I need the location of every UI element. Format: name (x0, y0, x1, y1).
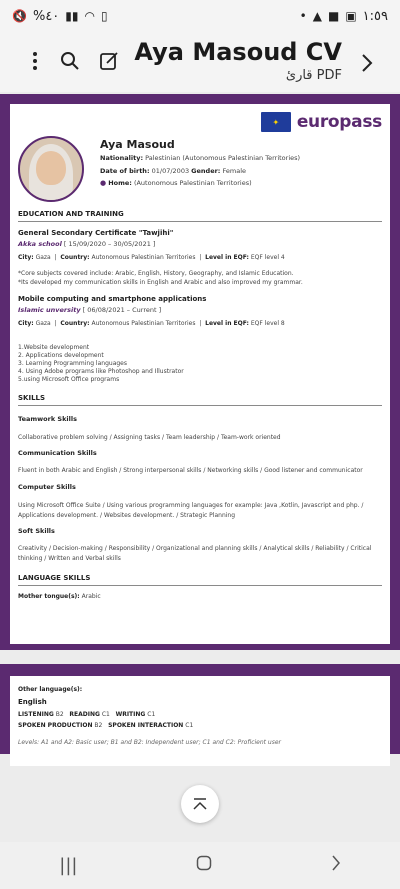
skill-group-heading: Soft Skills (18, 527, 55, 535)
system-nav-bar (0, 842, 400, 889)
skill-group-text: Using Microsoft Office Suite / Using various programming languages for example: Java ,Kotlin, Javascript and php. / Applications development. / Websites development. / Strategic Planning (18, 502, 364, 519)
dob-gender-line: Date of birth: 01/07/2003 Gender: Female (100, 167, 247, 175)
back-icon[interactable] (331, 855, 341, 876)
status-bar (0, 0, 400, 32)
home-icon[interactable] (196, 855, 212, 876)
other-languages-label: Other language(s): (18, 686, 83, 693)
chevron-up-icon (192, 798, 208, 810)
language-spoken-line: SPOKEN PRODUCTION B2 SPOKEN INTERACTION C1 (18, 722, 194, 729)
chevron-right-icon[interactable] (354, 50, 380, 76)
edit-icon[interactable] (96, 48, 122, 74)
list-item: 4. Using Adobe programs like Photoshop and Illustrator (18, 368, 184, 375)
education-entry-title: General Secondary Certificate "Tawjihi" (18, 229, 174, 237)
education-entry-title: Mobile computing and smartphone applications (18, 295, 207, 303)
pdf-page-1[interactable] (10, 104, 390, 644)
home-line: ● Home: (Autonomous Palestinian Territories) (100, 179, 252, 187)
levels-note: Levels: A1 and A2: Basic user; B1 and B2: Independent user; C1 and C2: Proficient user (18, 739, 282, 746)
more-vert-icon[interactable] (22, 48, 48, 74)
language-levels-line: LISTENING B2 READING C1 WRITING C1 (18, 711, 156, 718)
pdf-page-2[interactable] (10, 676, 390, 766)
search-icon[interactable] (57, 48, 83, 74)
skill-group-heading: Teamwork Skills (18, 415, 77, 423)
document-title: Aya Masoud CV (134, 38, 342, 66)
eu-flag-icon: ✦ (261, 112, 291, 132)
education-note: *Core subjects covered include: Arabic, English, History, Geography, and Islamic Education. (18, 270, 294, 277)
language-section-title: LANGUAGE SKILLS (18, 574, 382, 586)
mute-icon: 🔇 (12, 9, 27, 23)
nationality-line: Nationality: Palestinian (Autonomous Palestinian Territories) (100, 154, 301, 162)
status-left (12, 9, 108, 24)
notification-icon: ■ (327, 9, 340, 23)
skill-group-text: Creativity / Decision-making / Responsibility / Organizational and planning skills / Analytical skills / Reliability / Critical thinking / Written and Verbal skills (18, 545, 372, 562)
avatar (18, 136, 84, 202)
battery-percent: %٤٠ (32, 8, 60, 24)
skills-section-title: SKILLS (18, 394, 382, 406)
europass-logo: ✦ europass (261, 112, 382, 132)
education-entry-meta: City: Gaza | Country: Autonomous Palestinian Territories | Level in EQF: EQF level 8 (18, 320, 285, 327)
wifi-icon: ◠ (84, 9, 95, 23)
education-entry-org: Akka school [ 15/09/2020 – 30/05/2021 ] (18, 240, 156, 248)
list-item: 5.using Microsoft Office programs (18, 376, 120, 383)
app-subtitle: قارئ PDF (285, 68, 342, 83)
skill-group-heading: Communication Skills (18, 449, 97, 457)
scroll-to-top-button[interactable] (181, 785, 219, 823)
clock: ١:٥٩ (362, 8, 388, 24)
skill-group-text: Collaborative problem solving / Assigning tasks / Team leadership / Team-work oriented (18, 434, 281, 441)
other-language-name: English (18, 698, 47, 706)
skill-group-text: Fluent in both Arabic and English / Strong interpersonal skills / Networking skills / Good listener and communicator (18, 467, 363, 474)
education-entry-meta: City: Gaza | Country: Autonomous Palestinian Territories | Level in EQF: EQF level 4 (18, 254, 285, 261)
person-name: Aya Masoud (100, 138, 175, 151)
battery-icon: ▯ (100, 9, 108, 23)
list-item: 3. Learning Programming languages (18, 360, 127, 367)
location-pin-icon: ● (100, 179, 107, 187)
status-right (300, 9, 388, 24)
education-entry-org: Islamic unversity [ 06/08/2021 – Current ] (18, 306, 162, 314)
warning-icon: ▲ (312, 9, 322, 23)
dot-icon: • (299, 9, 307, 23)
list-item: 2. Applications development (18, 352, 104, 359)
skill-group-heading: Computer Skills (18, 483, 76, 491)
recents-icon[interactable]: ||| (59, 855, 78, 876)
mother-tongue-line: Mother tongue(s): Arabic (18, 593, 101, 600)
education-note: *Its developed my communication skills in English and Arabic and also improved my grammar. (18, 279, 303, 286)
gallery-icon: ▣ (345, 9, 357, 23)
list-item: 1.Website development (18, 344, 90, 351)
app-bar (0, 32, 400, 92)
education-section-title: EDUCATION AND TRAINING (18, 210, 382, 222)
signal-icon: ▮▮ (65, 9, 79, 23)
